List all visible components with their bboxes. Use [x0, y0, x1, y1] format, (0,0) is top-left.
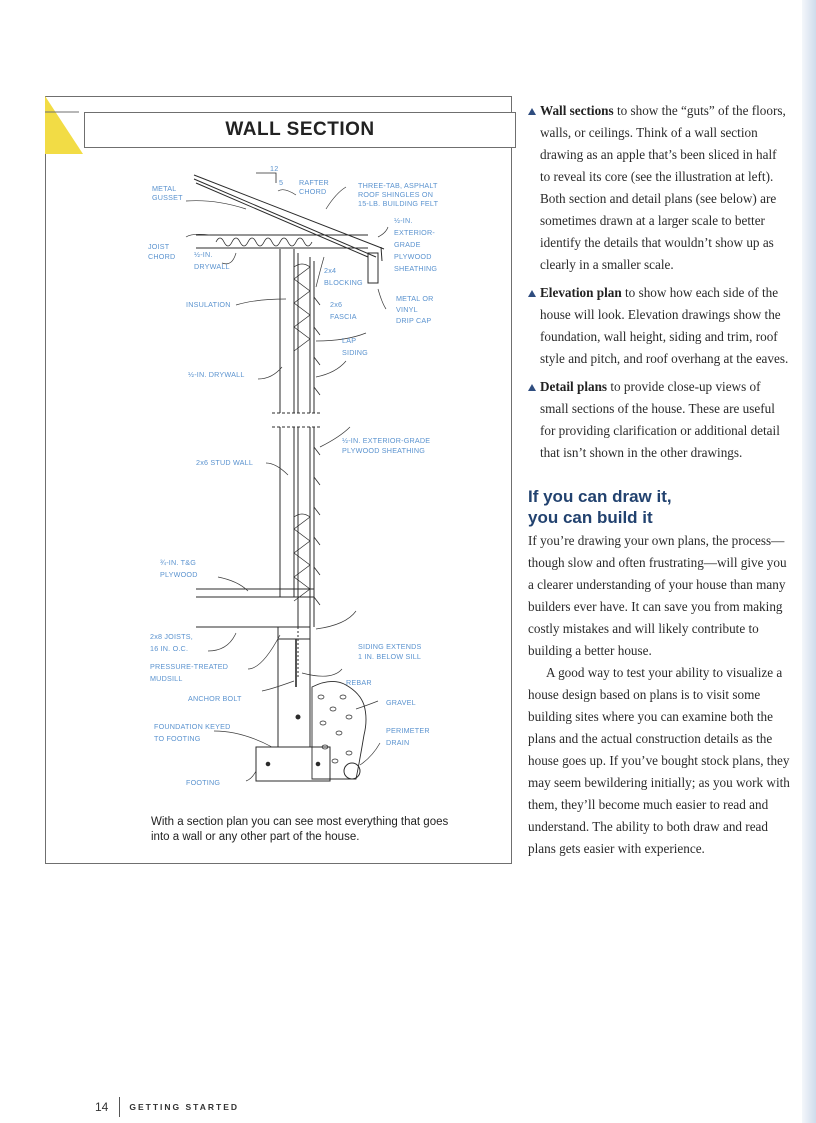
- label-mudsill-2: MUDSILL: [150, 674, 183, 683]
- pitch-run-label: 5: [279, 178, 284, 187]
- bullet-text: to provide close-up views of small sections of the house. These are useful for providing clarification or additional detail that isn’t shown in the other drawings.: [540, 379, 780, 460]
- label-mudsill-1: PRESSURE-TREATED: [150, 662, 229, 671]
- triangle-bullet-icon: [528, 290, 536, 297]
- label-sheathing-1: ½-IN.: [394, 216, 413, 225]
- figure-caption: With a section plan you can see most everything that goes into a wall or any other part of the house.: [151, 816, 449, 843]
- label-foundation-1: FOUNDATION KEYED: [154, 722, 231, 731]
- label-siding-extends-2: 1 IN. BELOW SILL: [358, 652, 422, 661]
- bullet-wall-sections: [528, 100, 790, 276]
- section-heading: [528, 486, 790, 528]
- label-plywood-sheathing-1: ½-IN. EXTERIOR-GRADE: [342, 436, 431, 445]
- pitch-rise-label: 12: [270, 164, 279, 173]
- label-foundation-2: TO FOOTING: [154, 734, 201, 743]
- label-fascia-1: 2x6: [330, 300, 343, 309]
- label-drip-cap-2: VINYL: [396, 305, 418, 314]
- wall-section-diagram: [46, 157, 513, 807]
- label-footing: FOOTING: [186, 778, 221, 787]
- label-lap-siding-2: SIDING: [342, 348, 368, 357]
- label-drywall-top-2: DRYWALL: [194, 262, 230, 271]
- label-blocking-2: BLOCKING: [324, 278, 363, 287]
- label-drywall-wall: ½-IN. DRYWALL: [188, 370, 245, 379]
- label-joists-2: 16 IN. O.C.: [150, 644, 189, 653]
- label-joists-1: 2x8 JOISTS,: [150, 632, 193, 641]
- triangle-bullet-icon: [528, 384, 536, 391]
- label-shingles-1: THREE-TAB, ASPHALT: [358, 181, 438, 190]
- label-stud-wall: 2x6 STUD WALL: [196, 458, 254, 467]
- bullet-text: to show the “guts” of the floors, walls, or ceilings. Think of a wall section drawing as an apple that’s been sliced in half to reveal its core (see the illustration at left). Both section and detail plans (see below) are sometimes drawn at a larger scale to better identify the details that wouldn’t show up as clearly in a smaller scale.: [540, 103, 786, 272]
- bullet-elevation-plan: [528, 282, 790, 370]
- bullet-text: to show how each side of the house will look. Elevation drawings show the foundation, wall height, siding and trim, roof style and pitch, and roof overhang at the eaves.: [540, 285, 789, 366]
- label-blocking-1: 2x4: [324, 266, 337, 275]
- label-drip-cap-3: DRIP CAP: [396, 316, 432, 325]
- label-sheathing-3: GRADE: [394, 240, 421, 249]
- label-sheathing-2: EXTERIOR-: [394, 228, 435, 237]
- paragraph-2: A good way to test your ability to visualize a house design based on plans is to visit some building sites where you can examine both the plans and the actual construction details as the house goes up. If you’ve bought stock plans, they may seem bewildering initially; as you work with them, they’ll become much easier to read and understand. The ability to both draw and read plans gets easier with experience.: [528, 665, 790, 856]
- label-anchor-bolt: ANCHOR BOLT: [188, 694, 242, 703]
- label-tg-plywood-2: PLYWOOD: [160, 570, 198, 579]
- footer-section-name: GETTING STARTED: [129, 1102, 240, 1112]
- bullet-term: Wall sections: [540, 103, 614, 118]
- label-sheathing-5: SHEATHING: [394, 264, 438, 273]
- label-drip-cap-1: METAL OR: [396, 294, 434, 303]
- section-heading-line-1: If you can draw it,: [528, 487, 672, 506]
- label-rafter-chord-1: RAFTER: [299, 178, 329, 187]
- bullet-term: Detail plans: [540, 379, 608, 394]
- label-tg-plywood-1: ¾-IN. T&G: [160, 558, 197, 567]
- label-perimeter-drain-2: DRAIN: [386, 738, 410, 747]
- label-joist-chord-2: CHORD: [148, 252, 176, 261]
- label-insulation: INSULATION: [186, 300, 231, 309]
- corner-accent: [45, 96, 87, 158]
- label-perimeter-drain-1: PERIMETER: [386, 726, 430, 735]
- label-metal-gusset-2: GUSSET: [152, 193, 183, 202]
- sidebar-title: WALL SECTION: [84, 112, 516, 148]
- label-rafter-chord-2: CHORD: [299, 187, 327, 196]
- label-lap-siding-1: LAP: [342, 336, 357, 345]
- bullet-term: Elevation plan: [540, 285, 622, 300]
- label-rebar: REBAR: [346, 678, 372, 687]
- paragraph-1: If you’re drawing your own plans, the process—though slow and often frustrating—will give you a clearer understanding of your house than many builders ever have. It can save you from making costly mistakes and will likely contribute to building a better house.: [528, 533, 787, 658]
- label-metal-gusset-1: METAL: [152, 184, 177, 193]
- page-edge: [802, 0, 816, 1123]
- label-fascia-2: FASCIA: [330, 312, 357, 321]
- label-joist-chord-1: JOIST: [148, 242, 170, 251]
- label-sheathing-4: PLYWOOD: [394, 252, 432, 261]
- label-siding-extends-1: SIDING EXTENDS: [358, 642, 422, 651]
- page-number: 14: [95, 1100, 109, 1114]
- wall-section-sidebar: [45, 96, 512, 864]
- label-gravel: GRAVEL: [386, 698, 416, 707]
- label-shingles-3: 15-LB. BUILDING FELT: [358, 199, 439, 208]
- page-footer: [95, 1097, 239, 1117]
- main-text-column: [528, 100, 790, 860]
- label-plywood-sheathing-2: PLYWOOD SHEATHING: [342, 446, 426, 455]
- footer-divider: [119, 1097, 120, 1117]
- label-shingles-2: ROOF SHINGLES ON: [358, 190, 434, 199]
- bullet-detail-plans: [528, 376, 790, 464]
- label-drywall-top-1: ½-IN.: [194, 250, 213, 259]
- section-heading-line-2: you can build it: [528, 508, 653, 527]
- triangle-bullet-icon: [528, 108, 536, 115]
